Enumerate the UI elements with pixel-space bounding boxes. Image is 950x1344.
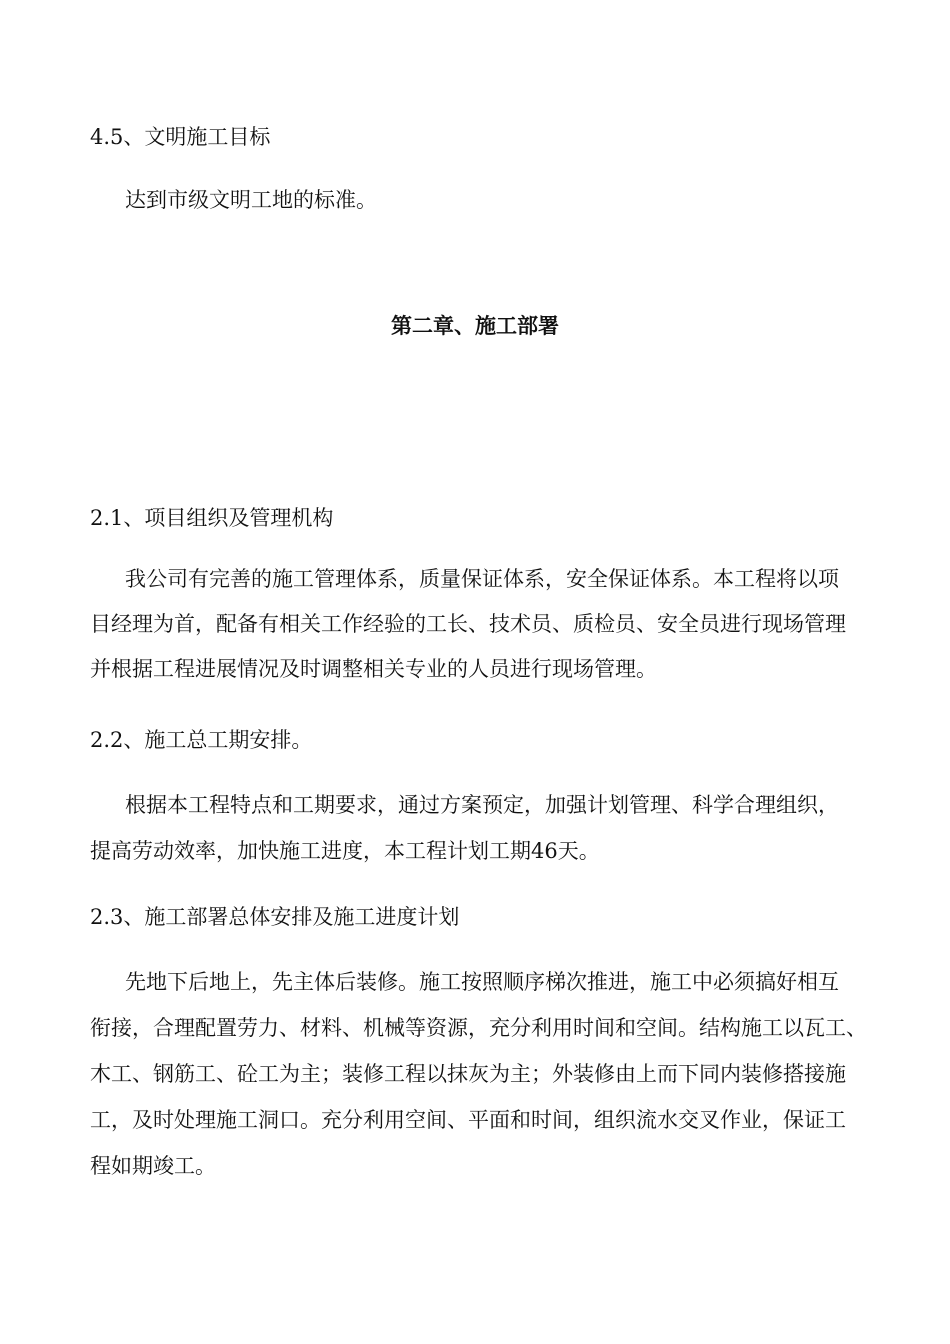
section-2-2-body — [90, 782, 870, 874]
paragraph-line: 我公司有完善的施工管理体系，质量保证体系，安全保证体系。本工程将以项 — [125, 567, 839, 591]
paragraph-line: 程如期竣工。 — [90, 1154, 216, 1178]
chapter-title: 第二章、施工部署 — [391, 313, 559, 338]
section-2-3-heading: 2.3、施工部署总体安排及施工进度计划 — [90, 905, 460, 929]
paragraph-line: 目经理为首，配备有相关工作经验的工长、技术员、质检员、安全员进行现场管理 — [90, 612, 846, 636]
paragraph-line: 木工、钢筋工、砼工为主；装修工程以抹灰为主；外装修由上而下同内装修搭接施 — [90, 1062, 846, 1086]
paragraph-line: 工，及时处理施工洞口。充分利用空间、平面和时间，组织流水交叉作业，保证工 — [90, 1108, 846, 1132]
section-2-1-heading: 2.1、项目组织及管理机构 — [90, 506, 334, 530]
paragraph-line: 并根据工程进展情况及时调整相关专业的人员进行现场管理。 — [90, 657, 657, 681]
paragraph-line: 提高劳动效率，加快施工进度，本工程计划工期46天。 — [90, 839, 600, 863]
section-2-2-heading: 2.2、施工总工期安排。 — [90, 728, 313, 752]
section-4-5-heading: 4.5、文明施工目标 — [90, 125, 271, 149]
section-2-3-body — [90, 959, 870, 1189]
section-2-1-body — [90, 557, 870, 692]
section-4-5-body — [90, 179, 870, 221]
paragraph-line: 先地下后地上，先主体后装修。施工按照顺序梯次推进，施工中必须搞好相互 — [125, 970, 839, 994]
paragraph-line: 衔接，合理配置劳力、材料、机械等资源，充分利用时间和空间。结构施工以瓦工、 — [90, 1016, 867, 1040]
paragraph-line: 根据本工程特点和工期要求，通过方案预定，加强计划管理、科学合理组织， — [125, 793, 839, 817]
paragraph-line: 达到市级文明工地的标准。 — [125, 188, 377, 212]
